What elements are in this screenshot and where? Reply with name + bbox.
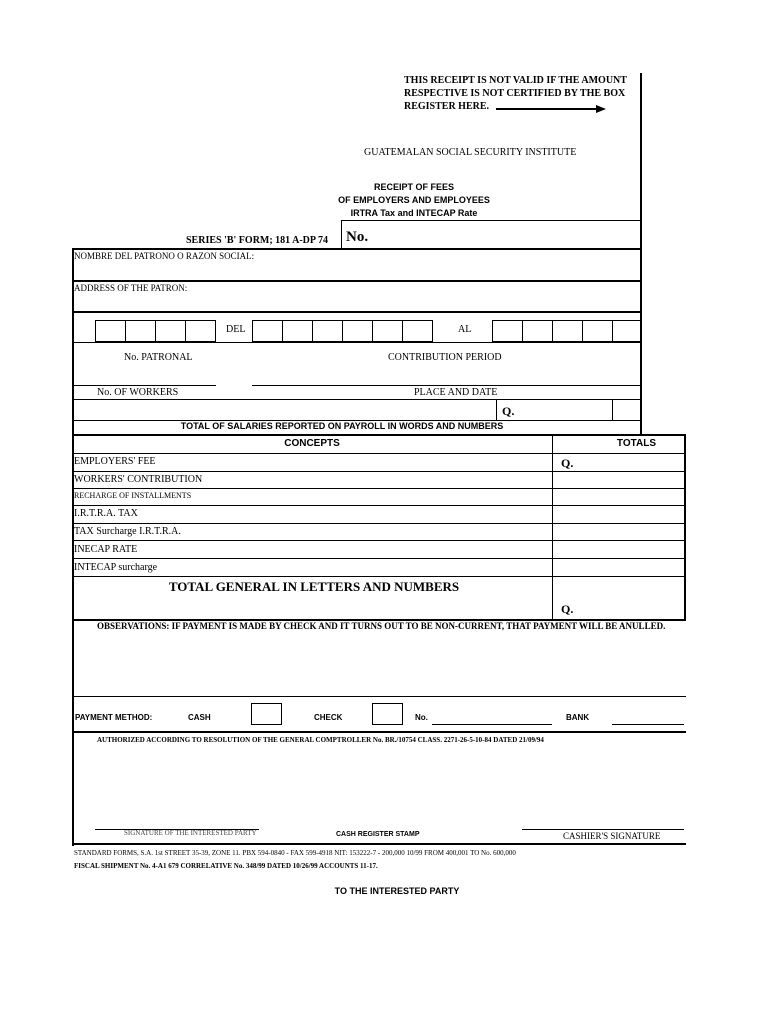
- digit-box[interactable]: [612, 320, 641, 342]
- observations-text: OBSERVATIONS: IF PAYMENT IS MADE BY CHECK AND IT TURNS OUT TO BE NON-CURRENT, THAT PAYMENT WILL BE ANULLED.: [97, 621, 666, 631]
- bank-label: BANK: [566, 713, 590, 722]
- digit-box[interactable]: [402, 320, 433, 342]
- concept-total-q: Q.: [561, 456, 574, 470]
- del-label: DEL: [226, 324, 246, 335]
- concepts-header: CONCEPTS: [284, 438, 340, 449]
- cashier-signature-line[interactable]: [522, 829, 684, 830]
- concept-row: RECHARGE OF INSTALLMENTS: [74, 491, 192, 500]
- payment-method-label: PAYMENT METHOD:: [75, 713, 153, 722]
- digit-box[interactable]: [522, 320, 553, 342]
- al-label: AL: [458, 324, 472, 335]
- check-number-line[interactable]: [432, 724, 552, 725]
- number-label: No.: [346, 229, 369, 245]
- series-label: SERIES 'B' FORM; 181 A-DP 74: [186, 235, 328, 246]
- digit-box[interactable]: [552, 320, 583, 342]
- check-checkbox[interactable]: [372, 703, 403, 725]
- digit-box[interactable]: [312, 320, 343, 342]
- total-general-label: TOTAL GENERAL IN LETTERS AND NUMBERS: [168, 579, 460, 594]
- copy-designation: TO THE INTERESTED PARTY: [334, 886, 460, 896]
- concept-row: INTECAP surcharge: [74, 562, 158, 573]
- check-number-label: No.: [415, 713, 428, 722]
- digit-box[interactable]: [282, 320, 313, 342]
- totals-header: TOTALS: [616, 438, 656, 449]
- contribution-period-label: CONTRIBUTION PERIOD: [388, 352, 502, 363]
- authorization-text: AUTHORIZED ACCORDING TO RESOLUTION OF THE GENERAL COMPTROLLER No. BR./10754 CLASS. 2271-26-5-10-84 DATED 21/09/94: [97, 736, 544, 744]
- digit-box[interactable]: [582, 320, 613, 342]
- salary-total-q: Q.: [502, 404, 515, 418]
- digit-box[interactable]: [342, 320, 373, 342]
- cash-label: CASH: [188, 713, 211, 722]
- digit-box[interactable]: [185, 320, 216, 342]
- total-general-q: Q.: [561, 602, 574, 616]
- cash-register-stamp-label: CASH REGISTER STAMP: [336, 831, 420, 838]
- address-label: ADDRESS OF THE PATRON:: [74, 283, 188, 293]
- check-label: CHECK: [314, 713, 343, 722]
- concept-row: INECAP RATE: [74, 544, 138, 555]
- concept-row: I.R.T.R.A. TAX: [74, 508, 138, 519]
- cashier-signature-label: CASHIER'S SIGNATURE: [563, 831, 661, 841]
- fiscal-info: FISCAL SHIPMENT No. 4-A1 679 CORRELATIVE No. 348/99 DATED 10/26/99 ACCOUNTS 11-17.: [74, 862, 378, 870]
- employer-name-label: NOMBRE DEL PATRONO O RAZON SOCIAL:: [74, 251, 255, 261]
- no-patronal-label: No. PATRONAL: [124, 352, 193, 363]
- concept-row: WORKERS' CONTRIBUTION: [74, 474, 203, 485]
- no-workers-label: No. OF WORKERS: [97, 387, 179, 398]
- arrow-right-icon: [496, 101, 606, 111]
- digit-box[interactable]: [252, 320, 283, 342]
- total-salaries-label: TOTAL OF SALARIES REPORTED ON PAYROLL IN WORDS AND NUMBERS: [180, 421, 504, 431]
- form-title: RECEIPT OF FEES OF EMPLOYERS AND EMPLOYEES IRTRA Tax and INTECAP Rate: [338, 182, 490, 218]
- bank-line[interactable]: [612, 724, 684, 725]
- institute-name: GUATEMALAN SOCIAL SECURITY INSTITUTE: [364, 147, 577, 158]
- place-date-label: PLACE AND DATE: [414, 387, 498, 398]
- cash-checkbox[interactable]: [251, 703, 282, 725]
- number-box: [341, 220, 642, 249]
- interested-signature-label: SIGNATURE OF THE INTERESTED PARTY: [124, 829, 257, 837]
- right-border: [640, 73, 642, 435]
- digit-box[interactable]: [155, 320, 186, 342]
- digit-box[interactable]: [372, 320, 403, 342]
- digit-box[interactable]: [95, 320, 126, 342]
- printer-info: STANDARD FORMS, S.A. 1st STREET 35-39, ZONE 11. PBX 594-0840 - FAX 599-4918 NIT: 153222-7 - 200,000 10/99 FROM 400,001 TO No. 600,000: [74, 849, 516, 857]
- concept-row: TAX Surcharge I.R.T.R.A.: [74, 526, 181, 537]
- digit-box[interactable]: [125, 320, 156, 342]
- digit-box[interactable]: [492, 320, 523, 342]
- validity-notice: THIS RECEIPT IS NOT VALID IF THE AMOUNT RESPECTIVE IS NOT CERTIFIED BY THE BOX REGISTER HERE.: [404, 75, 627, 112]
- concept-row: EMPLOYERS' FEE: [74, 456, 156, 467]
